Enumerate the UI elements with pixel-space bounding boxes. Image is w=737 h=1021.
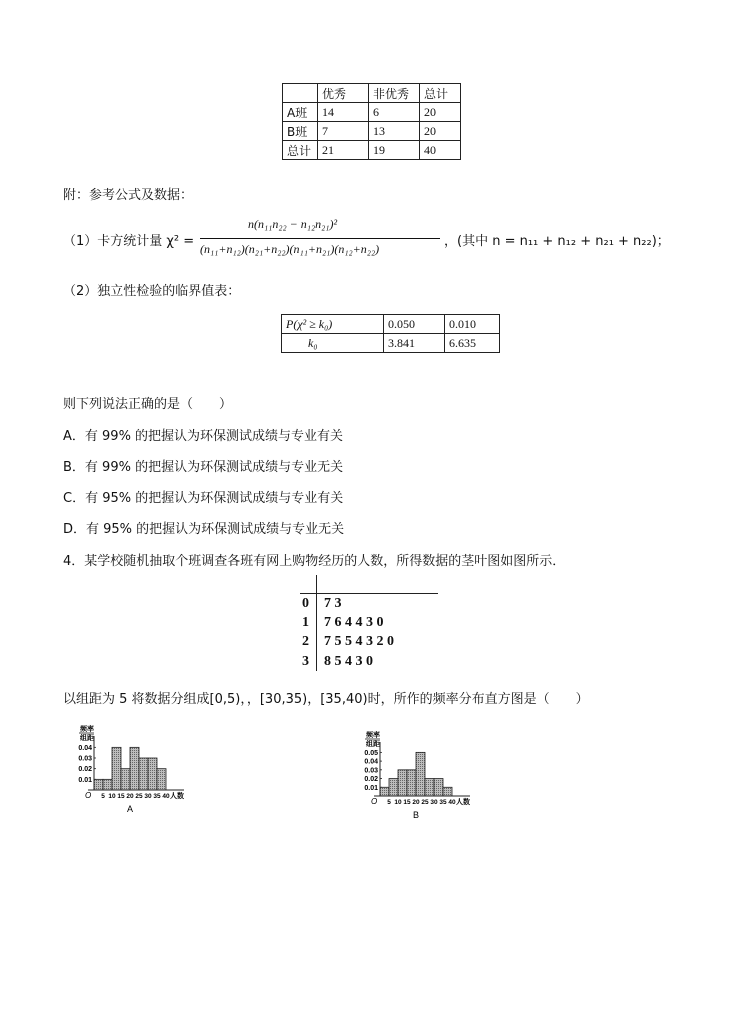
x-tick-label: 5 <box>387 799 391 806</box>
y-tick-label: 0.04 <box>364 758 378 766</box>
table-cell: P(χ² ≥ k₀) <box>282 315 384 334</box>
y-axis-label-bottom: 组距 <box>80 735 94 742</box>
y-axis-label-top: 频率 <box>366 732 380 739</box>
y-tick-label: 0.04 <box>78 744 92 752</box>
stem-divider-horizontal <box>300 593 438 594</box>
table-cell: 7 <box>318 122 369 141</box>
critical-table-title: （2）独立性检验的临界值表： <box>63 284 241 299</box>
table-cell: 20 <box>420 103 461 122</box>
histogram-bar <box>130 747 139 790</box>
option-d: D．有 95% 的把握认为环保测试成绩与专业无关 <box>63 522 345 537</box>
table-row <box>283 122 461 141</box>
table-cell: 0.010 <box>445 315 500 334</box>
histogram-a <box>62 722 242 822</box>
y-tick-label: 0.01 <box>364 784 378 792</box>
table-row <box>282 334 500 353</box>
x-tick-label: 15 <box>403 799 411 806</box>
table-cell: A班 <box>283 103 318 122</box>
histogram-bar <box>112 747 121 790</box>
question-4-prompt: 4．某学校随机抽取个班调查各班有网上购物经历的人数，所得数据的茎叶图如图所示． <box>63 554 566 569</box>
histogram-question: 以组距为 5 将数据分组成[0,5)，，[30,35)，[35,40)时，所作的频率分布直方图是（ ） <box>63 692 589 707</box>
critical-value-table <box>281 314 500 353</box>
histogram-bar <box>416 752 425 796</box>
table-header-row <box>283 84 461 103</box>
x-axis-label: 人数 <box>456 799 470 806</box>
stem-value: 0 <box>302 596 309 611</box>
contingency-table <box>282 83 461 160</box>
question-3-prompt: 则下列说法正确的是（ ） <box>63 397 233 412</box>
x-tick-label: 20 <box>412 799 420 806</box>
x-tick-label: 40 <box>448 799 456 806</box>
table-cell: 14 <box>318 103 369 122</box>
histogram-bar <box>380 787 389 796</box>
histogram-bar <box>434 779 443 796</box>
x-tick-label: 25 <box>135 793 143 800</box>
histogram-bar <box>103 779 112 790</box>
formula-suffix: ，(其中 n = n₁₁ + n₁₂ + n₂₁ + n₂₂)； <box>444 234 670 249</box>
table-row <box>283 103 461 122</box>
histogram-bar <box>398 770 407 796</box>
y-tick-label: 0.02 <box>78 766 92 774</box>
leaf-values: 7 3 <box>324 596 342 611</box>
table-cell: 20 <box>420 122 461 141</box>
table-cell: 3.841 <box>384 334 445 353</box>
option-c: C．有 95% 的把握认为环保测试成绩与专业有关 <box>63 491 344 506</box>
stem-divider-vertical <box>316 575 317 671</box>
leaf-values: 7 5 5 4 3 2 0 <box>324 634 394 649</box>
table-cell: 21 <box>318 141 369 160</box>
y-tick-label: 0.03 <box>78 755 92 763</box>
formula-prefix: （1）卡方统计量 χ² = <box>63 234 195 249</box>
leaf-values: 8 5 4 3 0 <box>324 654 373 669</box>
x-tick-label: 15 <box>117 793 125 800</box>
appendix-title: 附：参考公式及数据： <box>63 188 194 203</box>
table-cell: 13 <box>369 122 420 141</box>
table-cell: 0.050 <box>384 315 445 334</box>
table-cell: k₀ <box>282 334 384 353</box>
table-row <box>282 315 500 334</box>
stem-value: 1 <box>302 615 309 630</box>
histogram-bar <box>407 770 416 796</box>
x-tick-label: 20 <box>126 793 134 800</box>
histogram-bar <box>139 758 148 790</box>
y-tick-label: 0.02 <box>364 776 378 784</box>
table-header-cell: 优秀 <box>318 84 369 103</box>
origin-label: O <box>85 791 92 800</box>
origin-label: O <box>371 797 378 806</box>
y-axis-label-bottom: 组距 <box>366 741 380 748</box>
stem-value: 2 <box>302 634 309 649</box>
x-tick-label: 30 <box>430 799 438 806</box>
histogram-bar <box>148 758 157 790</box>
x-tick-label: 10 <box>394 799 402 806</box>
x-tick-label: 5 <box>101 793 105 800</box>
x-tick-label: 40 <box>162 793 170 800</box>
histogram-b <box>348 728 528 828</box>
formula-numerator: n(n₁₁n₂₂ − n₁₂n₂₁)² <box>248 217 338 231</box>
table-header-cell: 非优秀 <box>369 84 420 103</box>
table-cell: 6 <box>369 103 420 122</box>
y-tick-label: 0.05 <box>364 749 378 757</box>
table-header-cell <box>283 84 318 103</box>
histogram-bar <box>389 779 398 796</box>
histogram-bar <box>425 779 434 796</box>
y-tick-label: 0.01 <box>78 776 92 784</box>
x-axis-label: 人数 <box>170 793 184 800</box>
table-cell: 19 <box>369 141 420 160</box>
fraction-bar <box>200 238 440 239</box>
table-cell: 40 <box>420 141 461 160</box>
x-tick-label: 35 <box>439 799 447 806</box>
table-cell: 6.635 <box>445 334 500 353</box>
leaf-values: 7 6 4 4 3 0 <box>324 615 384 630</box>
x-tick-label: 25 <box>421 799 429 806</box>
x-tick-label: 10 <box>108 793 116 800</box>
x-tick-label: 30 <box>144 793 152 800</box>
table-row <box>283 141 461 160</box>
y-axis-label-top: 频率 <box>80 726 94 733</box>
histogram-bar <box>94 779 103 790</box>
option-a: A．有 99% 的把握认为环保测试成绩与专业有关 <box>63 429 344 444</box>
histogram-caption: A <box>126 804 134 814</box>
y-tick-label: 0.03 <box>364 767 378 775</box>
histogram-caption: B <box>412 810 420 820</box>
x-tick-label: 35 <box>153 793 161 800</box>
stem-leaf-plot <box>290 575 450 675</box>
stem-value: 3 <box>302 654 309 669</box>
formula-denominator: (n₁₁+n₁₂)(n₂₁+n₂₂)(n₁₁+n₂₁)(n₁₂+n₂₂) <box>200 242 380 256</box>
histogram-bar <box>121 769 130 790</box>
table-cell: 总计 <box>283 141 318 160</box>
histogram-bar <box>157 769 166 790</box>
histogram-bar <box>443 787 452 796</box>
table-cell: B班 <box>283 122 318 141</box>
option-b: B．有 99% 的把握认为环保测试成绩与专业无关 <box>63 460 344 475</box>
table-header-cell: 总计 <box>420 84 461 103</box>
